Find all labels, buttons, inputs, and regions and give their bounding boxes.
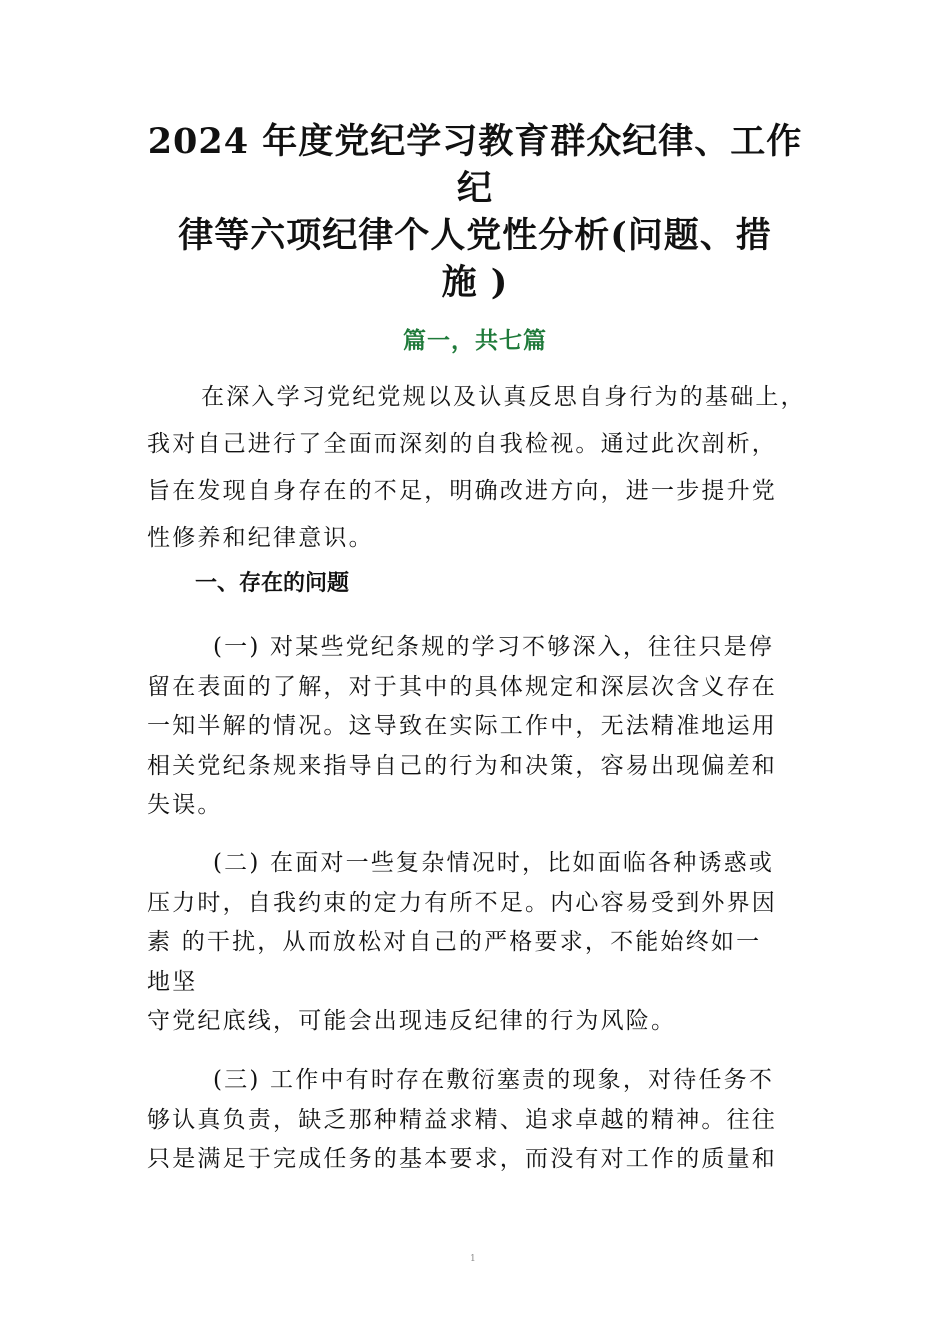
paragraph-line: 够认真负责，缺乏那种精益求精、追求卓越的精神。往往 (147, 1106, 777, 1133)
paragraph-line: 素 的干扰，从而放松对自己的严格要求，不能始终如一 (147, 929, 762, 955)
paragraph-line: 只是满足于完成任务的基本要求，而没有对工作的质量和 (147, 1146, 777, 1172)
paragraph-line: 失误。 (147, 792, 223, 818)
document-subtitle: 篇一，共七篇 (403, 327, 547, 354)
paragraph-line: 在深入学习党纪党规以及认真反思自身行为的基础上， (201, 384, 806, 410)
paragraph-line: (二) 在面对一些复杂情况时，比如面临各种诱惑或 (213, 850, 775, 876)
title-line: 2024 年度党纪学习教育群众纪律、工作纪 (147, 121, 803, 209)
paragraph-line: 地坚 (147, 968, 198, 995)
title-line: 律等六项纪律个人党性分析(问题、措 (178, 215, 772, 256)
paragraph-line: 我对自己进行了全面而深刻的自我检视。通过此次剖析， (147, 431, 777, 457)
intro-paragraph (147, 374, 812, 562)
paragraph-line: 守党纪底线，可能会出现违反纪律的行为风险。 (147, 1008, 677, 1034)
paragraph-line: 留在表面的了解，对于其中的具体规定和深层次含义存在 (147, 673, 777, 700)
paragraph-line: 相关党纪条规来指导自己的行为和决策，容易出现偏差和 (147, 752, 777, 779)
problem-paragraph-2 (147, 844, 812, 1042)
problem-paragraph-1 (147, 628, 812, 826)
page-number: 1 (470, 1254, 476, 1264)
paragraph-line: 压力时，自我约束的定力有所不足。内心容易受到外界因 (147, 889, 777, 916)
paragraph-line: (三) 工作中有时存在敷衍塞责的现象，对待任务不 (213, 1067, 775, 1093)
problem-paragraph-3 (147, 1061, 812, 1180)
document-title (140, 118, 810, 306)
paragraph-line: (一) 对某些党纪条规的学习不够深入，往往只是停 (213, 634, 775, 660)
title-line: 施 ) (441, 262, 509, 303)
paragraph-line: 一知半解的情况。这导致在实际工作中，无法精准地运用 (147, 713, 777, 739)
section-heading: 一、存在的问题 (195, 571, 350, 596)
paragraph-line: 性修养和纪律意识。 (147, 525, 374, 551)
paragraph-line: 旨在发现自身存在的不足，明确改进方向，进一步提升党 (147, 478, 777, 504)
